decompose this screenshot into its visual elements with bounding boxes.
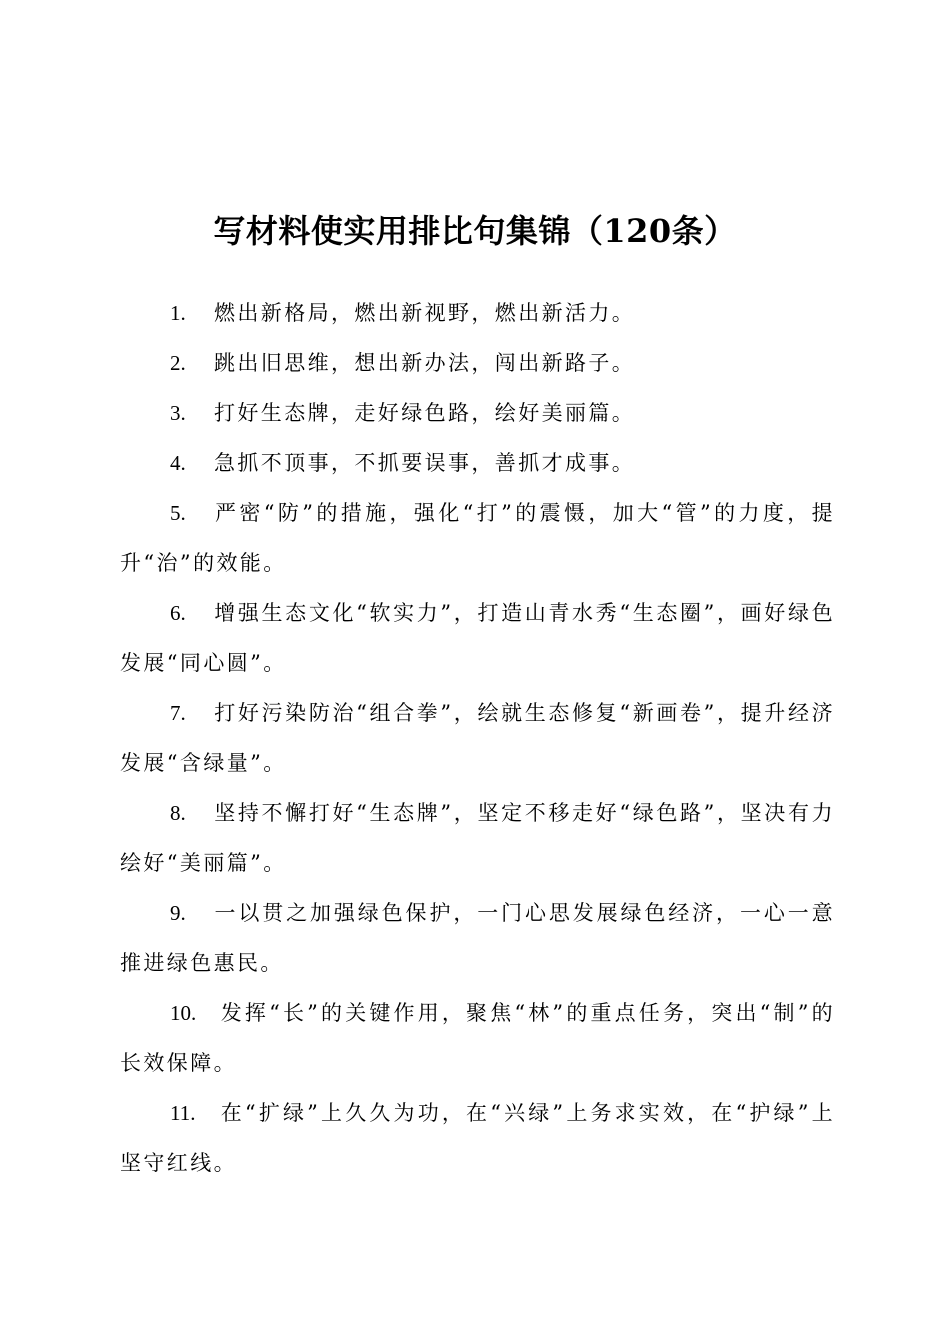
item-number: 9. bbox=[170, 901, 186, 925]
list-item bbox=[120, 1088, 835, 1188]
item-number: 5. bbox=[170, 501, 186, 525]
item-text: 发挥“长”的关键作用，聚焦“林”的重点任务，突出“制”的长效保障。 bbox=[120, 1001, 835, 1075]
list-item bbox=[120, 988, 835, 1088]
list-item bbox=[120, 438, 835, 488]
item-number: 3. bbox=[170, 401, 186, 425]
list-item bbox=[120, 488, 835, 588]
list-item bbox=[120, 288, 835, 338]
item-number: 10. bbox=[170, 1001, 197, 1025]
list-item bbox=[120, 888, 835, 988]
item-number: 7. bbox=[170, 701, 186, 725]
item-text: 严密“防”的措施，强化“打”的震慑，加大“管”的力度，提升“治”的效能。 bbox=[120, 501, 835, 575]
item-text: 燃出新格局，燃出新视野，燃出新活力。 bbox=[214, 301, 636, 325]
item-number: 2. bbox=[170, 351, 186, 375]
item-number: 8. bbox=[170, 801, 186, 825]
list-item bbox=[120, 688, 835, 788]
item-text: 打好污染防治“组合拳”，绘就生态修复“新画卷”，提升经济发展“含绿量”。 bbox=[120, 701, 835, 775]
document-title: 写材料使实用排比句集锦（120条） bbox=[213, 212, 737, 251]
item-text: 跳出旧思维，想出新办法，闯出新路子。 bbox=[214, 351, 636, 375]
item-text: 坚持不懈打好“生态牌”，坚定不移走好“绿色路”，坚决有力绘好“美丽篇”。 bbox=[120, 801, 835, 875]
item-text: 打好生态牌，走好绿色路，绘好美丽篇。 bbox=[214, 401, 636, 425]
item-number: 11. bbox=[170, 1101, 196, 1125]
list-item bbox=[120, 338, 835, 388]
list-item bbox=[120, 588, 835, 688]
item-text: 增强生态文化“软实力”，打造山青水秀“生态圈”，画好绿色发展“同心圆”。 bbox=[120, 601, 835, 675]
item-text: 一以贯之加强绿色保护，一门心思发展绿色经济，一心一意推进绿色惠民。 bbox=[120, 901, 835, 975]
item-text: 在“扩绿”上久久为功，在“兴绿”上务求实效，在“护绿”上坚守红线。 bbox=[120, 1101, 835, 1175]
sentence-list bbox=[120, 288, 835, 1188]
list-item bbox=[120, 788, 835, 888]
item-number: 4. bbox=[170, 451, 186, 475]
item-number: 1. bbox=[170, 301, 186, 325]
item-text: 急抓不顶事，不抓要误事，善抓才成事。 bbox=[214, 451, 636, 475]
item-number: 6. bbox=[170, 601, 186, 625]
list-item bbox=[120, 388, 835, 438]
